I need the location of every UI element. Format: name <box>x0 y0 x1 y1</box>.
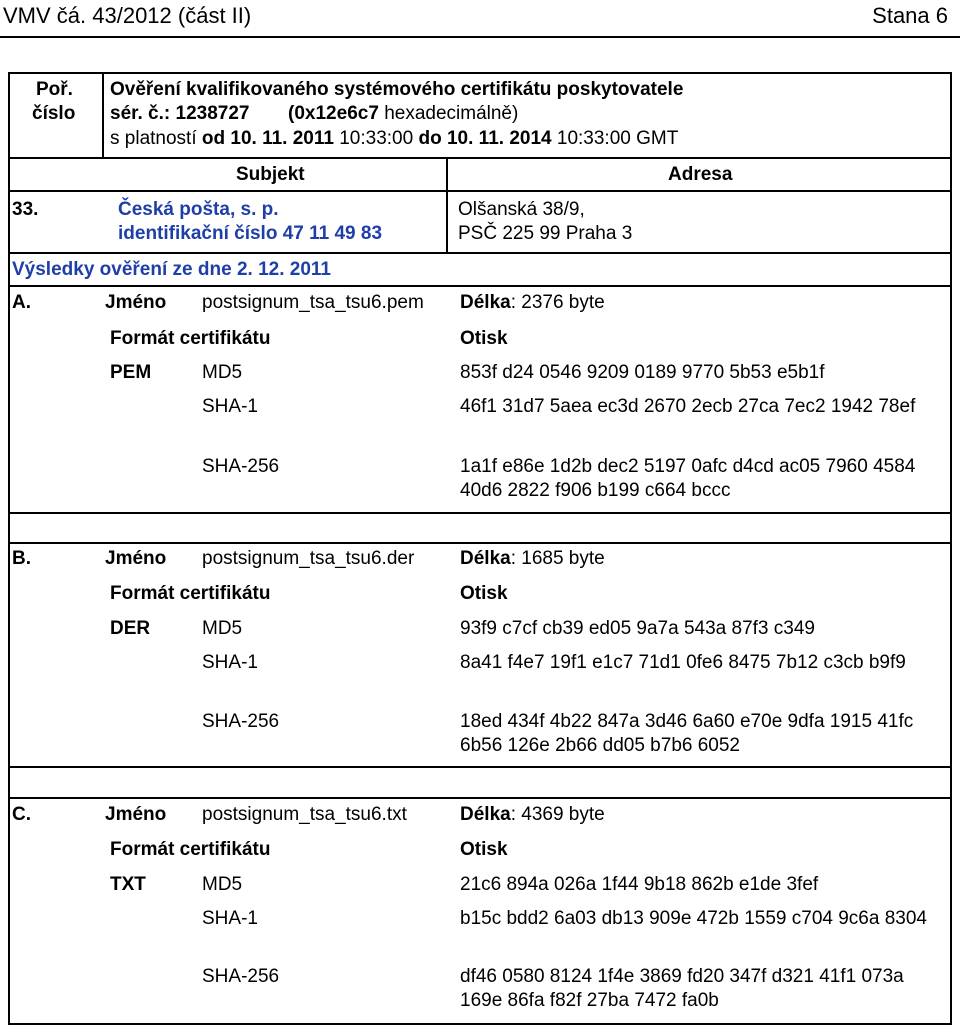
table-left-border <box>8 72 10 1025</box>
hash-alg: SHA-1 <box>202 652 258 673</box>
do-date: 10. 11. 2014 <box>446 128 552 149</box>
header-rule <box>0 36 960 38</box>
section-letter: A. <box>12 292 31 313</box>
subject-address-divider <box>446 157 448 252</box>
format-header: Formát certifikátu <box>110 583 271 604</box>
head-rule <box>8 157 952 159</box>
section-a-end-rule <box>8 512 952 514</box>
do-label: do <box>418 128 442 149</box>
hash-alg: SHA-1 <box>202 396 258 417</box>
cislo-label: číslo <box>32 103 76 124</box>
hash-value: 93f9 c7cf cb39 ed05 9a7a 543a 87f3 c349 <box>460 618 815 639</box>
subjekt-header: Subjekt <box>236 164 305 185</box>
hash-value: b15c bdd2 6a03 db13 909e 472b 1559 c704 9c6a 8304 <box>460 908 927 929</box>
page-number: Stana 6 <box>872 3 948 28</box>
table-bottom-border <box>8 1023 952 1025</box>
poradi-label: Poř. <box>36 79 73 100</box>
od-date: 10. 11. 2011 <box>230 128 334 149</box>
hash-value: 1a1f e86e 1d2b dec2 5197 0afc d4cd ac05 7960 4584 40d6 2822 f906 b199 c664 bccc <box>460 456 916 501</box>
serial-hex-suffix: hexadecimálně) <box>384 103 519 124</box>
hash-alg: MD5 <box>202 362 243 383</box>
section-letter: C. <box>12 804 31 825</box>
validity-prefix: s platností <box>110 128 197 149</box>
length-line <box>460 291 605 315</box>
filename: postsignum_tsa_tsu6.der <box>202 548 415 569</box>
hash-value: df46 0580 8124 1f4e 3869 fd20 347f d321 41f1 073a 169e 86fa f82f 27ba 7472 fa0b <box>460 966 904 1011</box>
address-line1: Olšanská 38/9, <box>458 199 585 220</box>
entry-number: 33. <box>12 199 39 220</box>
do-time: 10:33:00 GMT <box>556 128 679 149</box>
adresa-header: Adresa <box>668 164 733 185</box>
filename: postsignum_tsa_tsu6.pem <box>202 292 424 313</box>
hash-alg: SHA-256 <box>202 966 280 987</box>
length-value: : 1685 byte <box>510 548 605 569</box>
section-b-end-rule <box>8 766 952 768</box>
section-b-start-rule <box>8 542 952 544</box>
format-header: Formát certifikátu <box>110 328 271 349</box>
verification-date: Výsledky ověření ze dne 2. 12. 2011 <box>12 259 331 280</box>
format-value: DER <box>110 618 151 639</box>
length-value: : 4369 byte <box>510 804 605 825</box>
od-time: 10:33:00 <box>339 128 414 149</box>
delka-label: Délka <box>460 804 511 825</box>
document-title: VMV čá. 43/2012 (část II) <box>3 3 252 28</box>
hash-alg: MD5 <box>202 874 243 895</box>
delka-label: Délka <box>460 548 511 569</box>
serial-line <box>110 102 518 126</box>
entry-rule <box>8 252 952 254</box>
length-line <box>460 803 605 827</box>
length-line <box>460 547 605 571</box>
format-value: PEM <box>110 362 152 383</box>
serial-dec: 1238727 <box>175 103 250 124</box>
entity-name: Česká pošta, s. p. <box>118 199 279 220</box>
table-top-border <box>8 72 952 74</box>
serial-label: sér. č.: <box>110 103 171 124</box>
hash-value: 46f1 31d7 5aea ec3d 2670 2ecb 27ca 7ec2 1942 78ef <box>460 396 916 417</box>
hash-alg: MD5 <box>202 618 243 639</box>
length-value: : 2376 byte <box>510 292 605 313</box>
table-right-border <box>950 72 952 1025</box>
od-label: od <box>201 128 226 149</box>
filename: postsignum_tsa_tsu6.txt <box>202 804 407 825</box>
delka-label: Délka <box>460 292 511 313</box>
hash-alg: SHA-1 <box>202 908 258 929</box>
hash-value: 21c6 894a 026a 1f44 9b18 862b e1de 3fef <box>460 874 819 895</box>
otisk-header: Otisk <box>460 583 508 604</box>
hash-alg: SHA-256 <box>202 456 280 477</box>
table-title: Ověření kvalifikovaného systémového certifikátu poskytovatele <box>110 79 684 100</box>
format-header: Formát certifikátu <box>110 839 271 860</box>
jmeno-label: Jméno <box>105 804 167 825</box>
section-c-start-rule <box>8 797 952 799</box>
entity-id: identifikační číslo 47 11 49 83 <box>118 223 383 244</box>
verification-rule <box>8 285 952 287</box>
head-col-divider <box>102 72 104 157</box>
otisk-header: Otisk <box>460 328 508 349</box>
subject-head-rule <box>8 190 952 192</box>
hash-value: 8a41 f4e7 19f1 e1c7 71d1 0fe6 8475 7b12 c3cb b9f9 <box>460 652 906 673</box>
validity-line <box>110 127 678 151</box>
otisk-header: Otisk <box>460 839 508 860</box>
format-value: TXT <box>110 874 146 895</box>
hash-alg: SHA-256 <box>202 711 280 732</box>
section-letter: B. <box>12 548 31 569</box>
jmeno-label: Jméno <box>105 292 167 313</box>
jmeno-label: Jméno <box>105 548 167 569</box>
hash-value: 853f d24 0546 9209 0189 9770 5b53 e5b1f <box>460 362 825 383</box>
serial-hex: (0x12e6c7 <box>288 103 379 124</box>
hash-value: 18ed 434f 4b22 847a 3d46 6a60 e70e 9dfa 1915 41fc 6b56 126e 2b66 dd05 b7b6 6052 <box>460 711 914 756</box>
page-header <box>0 0 960 36</box>
address-line2: PSČ 225 99 Praha 3 <box>458 223 633 244</box>
